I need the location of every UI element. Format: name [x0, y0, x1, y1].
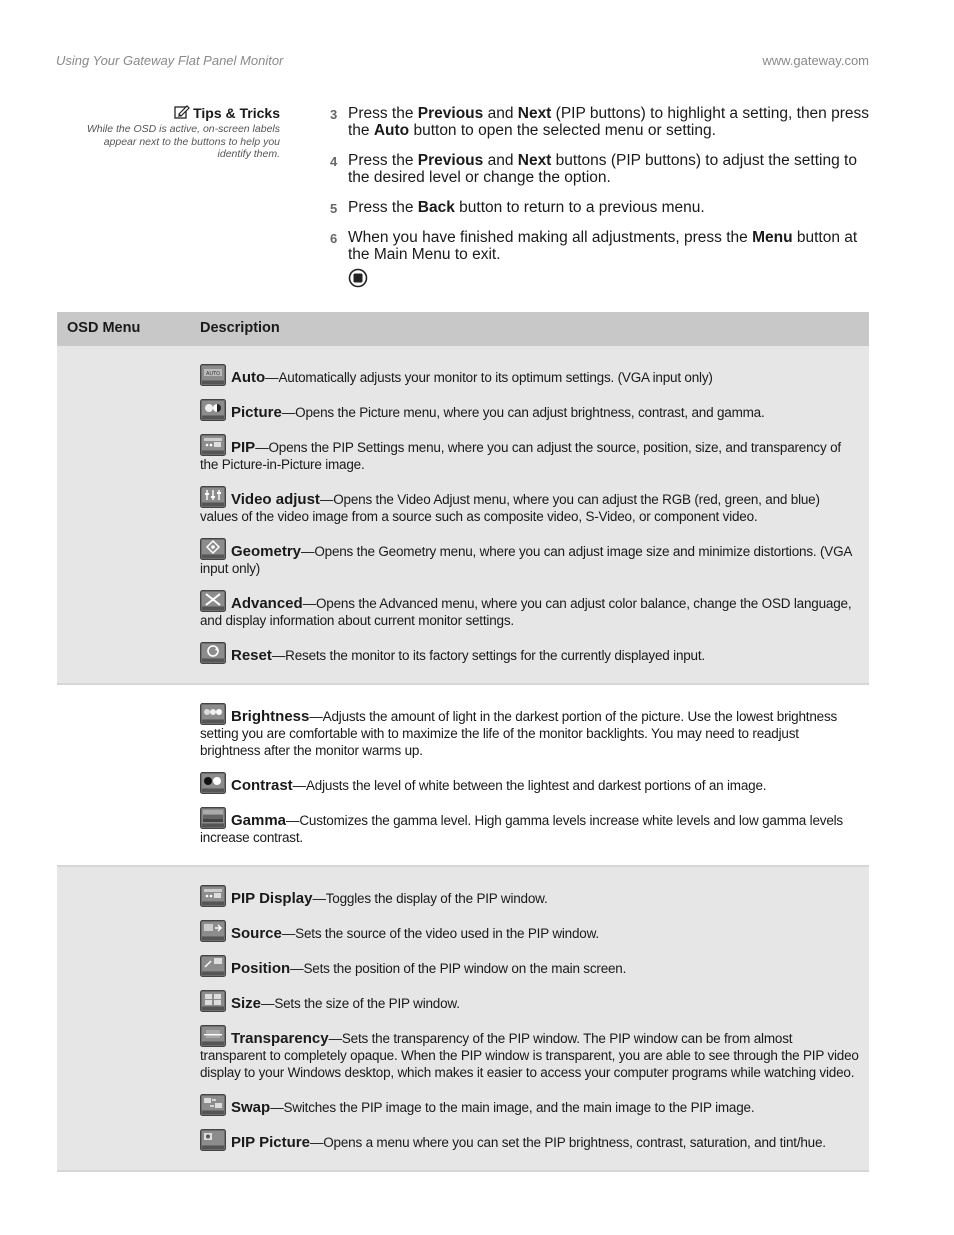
step-number: 3: [330, 107, 338, 122]
menu-item-name: Position: [231, 960, 291, 977]
menu-item-description: —Opens the Video Adjust menu, where you can adjust the RGB (red, green, and blue) values of the video image from a source such as composite video, S-Video, or component video.: [200, 492, 820, 524]
pip-display-icon: [200, 885, 226, 907]
table-header: [57, 312, 869, 346]
menu-item-name: Picture: [231, 404, 282, 421]
table-section: [57, 867, 869, 1172]
size-icon: [200, 990, 226, 1012]
menu-item-name: Auto: [231, 369, 266, 386]
menu-item-name: Contrast: [231, 777, 293, 794]
menu-item-name: Transparency: [231, 1030, 329, 1047]
menu-item-description: —Automatically adjusts your monitor to its optimum settings. (VGA input only): [265, 370, 713, 385]
menu-item-description: —Opens a menu where you can set the PIP brightness, contrast, saturation, and tint/hue.: [309, 1135, 826, 1150]
brightness-icon: [200, 703, 226, 725]
table-row: [200, 990, 861, 1012]
menu-item-name: Size: [231, 995, 262, 1012]
table-row: [200, 920, 861, 942]
menu-item-description: —Sets the source of the video used in the PIP window.: [281, 926, 599, 941]
gamma-icon: [200, 807, 226, 829]
picture-icon: [200, 399, 226, 421]
table-section: [57, 346, 869, 685]
step-3: 3 Press the Previous and Next (PIP buttons) to highlight a setting, then press the Auto button to open the selected menu or setting.: [330, 105, 870, 139]
table-row: [200, 399, 861, 421]
table-section: [57, 685, 869, 867]
menu-item-description: —Customizes the gamma level. High gamma levels increase white levels and low gamma levels increase contrast.: [200, 813, 843, 845]
table-row: [200, 1094, 861, 1116]
table-row: [200, 885, 861, 907]
contrast-icon: [200, 772, 226, 794]
menu-item-name: Advanced: [231, 595, 303, 612]
table-row: [200, 538, 861, 577]
advanced-icon: [200, 590, 226, 612]
pip-icon: [200, 434, 226, 456]
video-adjust-icon: [200, 486, 226, 508]
table-row: [200, 364, 861, 386]
pip-picture-icon: [200, 1129, 226, 1151]
running-header-url: www.gateway.com: [762, 53, 869, 68]
table-row: [200, 1129, 861, 1151]
menu-item-description: —Adjusts the level of white between the lightest and darkest portions of an image.: [292, 778, 767, 793]
menu-item-description: —Sets the size of the PIP window.: [261, 996, 460, 1011]
step-number: 4: [330, 154, 338, 169]
running-header-title: Using Your Gateway Flat Panel Monitor: [56, 53, 284, 68]
step-5: 5 Press the Back button to return to a previous menu.: [330, 199, 705, 216]
end-of-procedure-icon: [348, 268, 368, 288]
menu-item-description: —Adjusts the amount of light in the darkest portion of the picture. Use the lowest brightness setting you are comfortable with to maximize the life of the monitor backlights. You may need to readjust brightness after the monitor warms up.: [200, 709, 838, 758]
menu-item-description: —Opens the Advanced menu, where you can adjust color balance, change the OSD language, and display information about current monitor settings.: [200, 596, 852, 628]
table-row: [200, 486, 861, 525]
table-row: [200, 772, 861, 794]
table-row: [200, 703, 861, 759]
menu-item-description: —Toggles the display of the PIP window.: [312, 891, 548, 906]
table-row: [200, 955, 861, 977]
menu-item-name: Video adjust: [231, 491, 320, 508]
menu-item-name: Geometry: [231, 543, 302, 560]
reset-icon: [200, 642, 226, 664]
source-icon: [200, 920, 226, 942]
menu-item-name: PIP Display: [231, 890, 313, 907]
menu-item-name: Reset: [231, 647, 272, 664]
step-6: 6 When you have finished making all adjustments, press the Menu button at the Main Menu to exit.: [330, 229, 858, 263]
col-header-osd-menu: OSD Menu: [67, 320, 141, 336]
table-row: [200, 807, 861, 846]
step-number: 6: [330, 231, 338, 246]
swap-icon: [200, 1094, 226, 1116]
position-icon: [200, 955, 226, 977]
table-row: [200, 1025, 861, 1081]
step-4: 4 Press the Previous and Next buttons (PIP buttons) to adjust the setting to the desired level or change the option.: [330, 152, 857, 186]
tips-sidebar: [70, 104, 280, 161]
menu-item-name: PIP Picture: [231, 1134, 310, 1151]
menu-item-description: —Opens the PIP Settings menu, where you can adjust the source, position, size, and transparency of the Picture-in-Picture image.: [200, 440, 841, 472]
menu-item-description: —Opens the Picture menu, where you can adjust brightness, contrast, and gamma.: [281, 405, 765, 420]
menu-item-name: Source: [231, 925, 282, 942]
table-row: [200, 434, 861, 473]
tips-pencil-icon: [174, 104, 190, 120]
step-number: 5: [330, 201, 338, 216]
menu-item-name: Gamma: [231, 812, 287, 829]
geometry-icon: [200, 538, 226, 560]
menu-item-description: —Switches the PIP image to the main image, and the main image to the PIP image.: [270, 1100, 755, 1115]
svg-text:AUTO: AUTO: [205, 371, 221, 377]
table-row: [200, 642, 861, 664]
menu-item-description: —Sets the position of the PIP window on the main screen.: [290, 961, 627, 976]
col-header-description: Description: [200, 320, 280, 336]
table-row: [200, 590, 861, 629]
procedure-steps: [330, 105, 875, 276]
osd-menu-table: [57, 312, 869, 1172]
menu-item-name: Brightness: [231, 708, 310, 725]
menu-item-description: —Sets the transparency of the PIP window. The PIP window can be from almost transparent to completely opaque. When the PIP window is transparent, you are able to see through the PIP video display to your Windows desktop, which makes it easier to access your computer programs while watching video.: [200, 1031, 859, 1080]
tips-title: Tips & Tricks: [193, 105, 280, 121]
menu-item-description: —Resets the monitor to its factory settings for the currently displayed input.: [271, 648, 705, 663]
menu-item-description: —Opens the Geometry menu, where you can adjust image size and minimize distortions. (VGA input only): [200, 544, 852, 576]
menu-item-name: PIP: [231, 439, 256, 456]
auto-icon: [200, 364, 226, 386]
tips-body: While the OSD is active, on-screen labels appear next to the buttons to help you identify them.: [86, 123, 280, 160]
transparency-icon: [200, 1025, 226, 1047]
menu-item-name: Swap: [231, 1099, 271, 1116]
